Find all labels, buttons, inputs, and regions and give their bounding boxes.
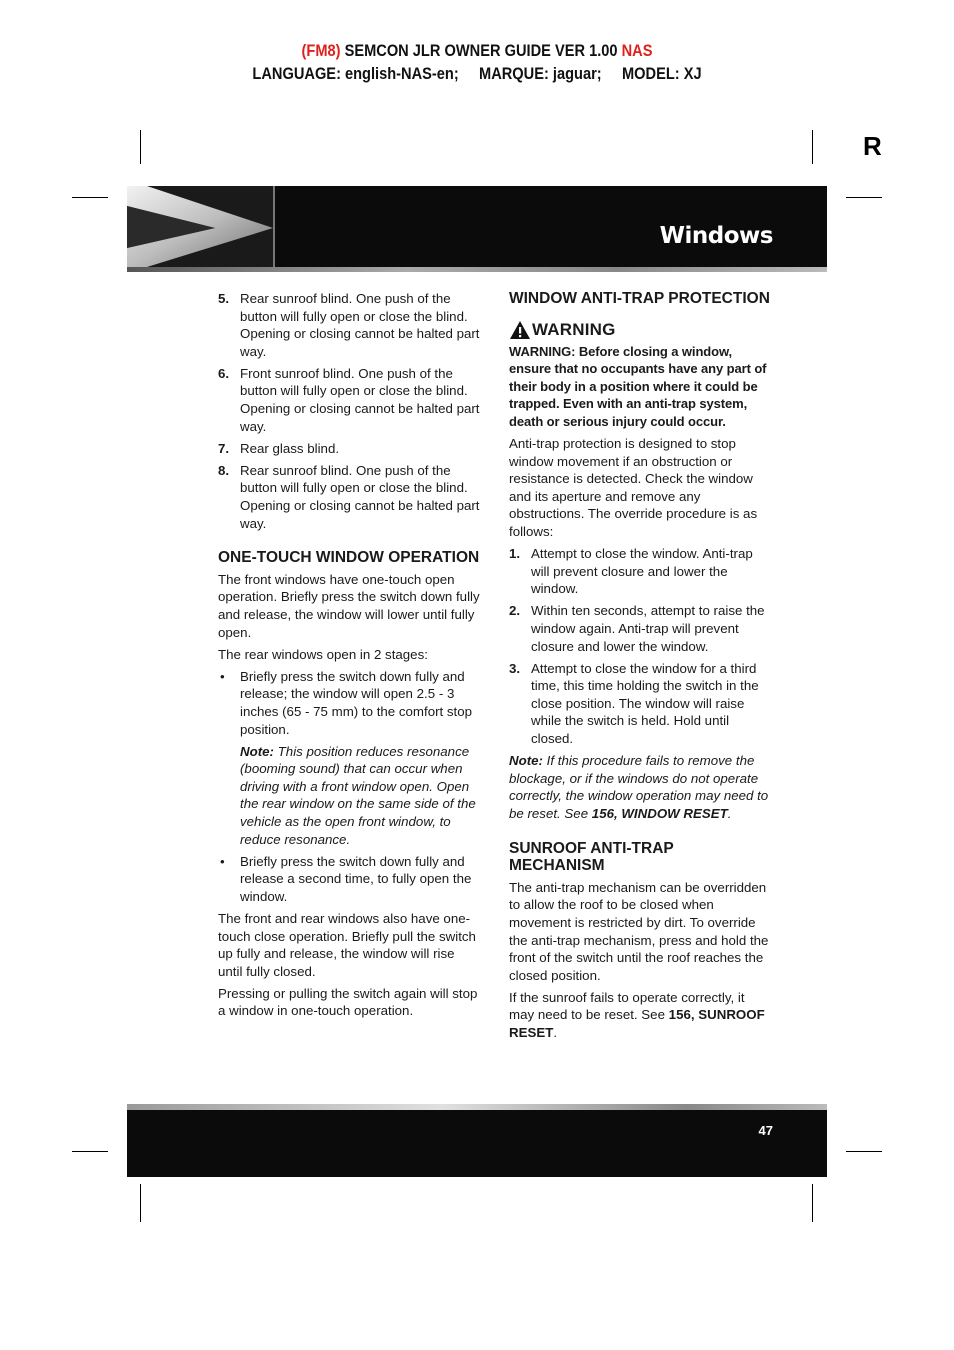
list-item: [218, 365, 482, 435]
list-text: Front sunroof blind. One push of the button will fully open or close the blind. Opening or closing cannot be halted part way.: [240, 365, 480, 434]
paragraph: The anti-trap mechanism can be overridden to allow the roof to be closed when movement is restricted by dirt. To override the anti-trap mechanism, press and hold the front of the switch until the roof reaches the closed position.: [509, 879, 769, 983]
header-fm-code: (FM8): [301, 41, 341, 60]
list-item: [509, 602, 773, 655]
warning-text: WARNING: Before closing a window, ensure that no occupants have any part of their body in a position where it could be trapped. Even with an anti-trap system, death or serious injury could occur.: [509, 343, 767, 429]
paragraph: The rear windows open in 2 stages:: [218, 646, 428, 662]
page-footer: [127, 1104, 827, 1177]
list-text: Within ten seconds, attempt to raise the window again. Anti-trap will prevent closure and lower the window.: [531, 603, 765, 654]
paragraph-text: If the sunroof fails to operate correctly, it may need to be reset. See: [509, 989, 745, 1023]
bullet-item: [218, 668, 482, 738]
bullet-icon: •: [220, 668, 225, 684]
list-number: 6.: [218, 365, 230, 381]
warning-triangle-icon: [509, 320, 531, 340]
right-column: [509, 290, 773, 1046]
note: [218, 743, 482, 849]
header-region-code: NAS: [621, 41, 653, 60]
list-text: Rear glass blind.: [240, 440, 340, 456]
chevron-arrow-icon: [127, 186, 273, 267]
crop-mark: [812, 130, 813, 164]
list-item: [509, 660, 773, 748]
page-number: 47: [758, 1123, 773, 1138]
header-guide-title: SEMCON JLR OWNER GUIDE VER 1.00: [344, 41, 618, 60]
list-item: [218, 462, 482, 532]
crop-mark: [140, 130, 141, 164]
list-number: 7.: [218, 440, 230, 456]
list-item: [218, 290, 482, 360]
bullet-text: Briefly press the switch down fully and release a second time, to fully open the window.: [240, 853, 472, 904]
note-text: If this procedure fails to remove the blockage, or if the windows do not operate correctly, the window operation may need to be reset. See: [509, 753, 769, 821]
heading-one-touch-window-operation: ONE-TOUCH WINDOW OPERATION: [218, 549, 480, 567]
list-text: Attempt to close the window for a third time, this time holding the switch in the close position. The window will raise while the switch is held. Hold until closed.: [531, 660, 759, 747]
note-label: Note:: [509, 753, 543, 769]
paragraph: Pressing or pulling the switch again will stop a window in one-touch operation.: [218, 985, 478, 1019]
list-number: 5.: [218, 291, 230, 306]
crop-mark: [846, 1151, 882, 1152]
list-number: 2.: [509, 603, 521, 619]
bullet-item: [218, 853, 482, 906]
header-line-1: [67, 41, 887, 61]
note-label: Note:: [240, 743, 274, 759]
section-title: Windows: [659, 223, 773, 249]
list-item: [509, 545, 773, 598]
list-text: Rear sunroof blind. One push of the button will fully open or close the blind. Opening or closing cannot be halted part way.: [240, 291, 480, 359]
crop-mark: [72, 197, 108, 198]
crop-mark: [140, 1184, 141, 1222]
footer-metal-strip: [127, 1104, 827, 1110]
crop-mark: [72, 1151, 108, 1152]
list-text: Rear sunroof blind. One push of the button will fully open or close the blind. Opening or closing cannot be halted part way.: [240, 462, 480, 531]
list-number: 3.: [509, 660, 521, 676]
bullet-text: Briefly press the switch down fully and release; the window will open 2.5 - 3 inches (65 - 75 mm) to the comfort stop position.: [240, 668, 473, 737]
list-text: Attempt to close the window. Anti-trap will prevent closure and lower the window.: [531, 546, 753, 597]
warning-header: [509, 320, 773, 340]
note-text: This position reduces resonance (booming sound) that can occur when driving with a front window open. Open the rear window on the same side of the vehicle as the open front window, to reduce resonance.: [240, 743, 476, 847]
paragraph: Anti-trap protection is designed to stop window movement if an obstruction or resistance is detected. Check the window and its aperture and remove any obstructions. The override procedure is as follows:: [509, 436, 758, 540]
heading-sunroof-anti-trap-mechanism: SUNROOF ANTI-TRAP MECHANISM: [509, 839, 674, 875]
note-end: .: [727, 805, 732, 821]
registration-mark: R: [863, 131, 882, 161]
bullet-icon: •: [220, 853, 225, 869]
warning-label: WARNING: [532, 319, 616, 339]
paragraph: The front windows have one-touch open operation. Briefly press the switch down fully and release, the window will lower until fully open.: [218, 571, 480, 640]
crop-mark: [846, 197, 882, 198]
note-reference-link[interactable]: 156, WINDOW RESET: [591, 805, 728, 821]
header-line-2: LANGUAGE: english-NAS-en; MARQUE: jaguar; MODEL: XJ: [252, 64, 702, 83]
left-column: [218, 290, 482, 1025]
note: [509, 752, 773, 822]
heading-window-anti-trap-protection: WINDOW ANTI-TRAP PROTECTION: [509, 290, 770, 307]
list-item: [218, 440, 482, 458]
paragraph-end: .: [553, 1024, 558, 1040]
banner-chevron-graphic: [127, 186, 273, 267]
list-number: 1.: [509, 546, 521, 562]
banner-divider: [273, 186, 275, 267]
sunroof-reset-reference-link[interactable]: 156, SUNROOF RESET: [509, 1007, 765, 1040]
banner-metal-strip: [127, 267, 827, 272]
list-number: 8.: [218, 462, 230, 478]
paragraph: [509, 989, 773, 1042]
crop-mark: [812, 1184, 813, 1222]
section-banner: [127, 186, 827, 272]
paragraph: The front and rear windows also have one-touch close operation. Briefly pull the switch up fully and release, the window will rise until fully closed.: [218, 911, 476, 979]
